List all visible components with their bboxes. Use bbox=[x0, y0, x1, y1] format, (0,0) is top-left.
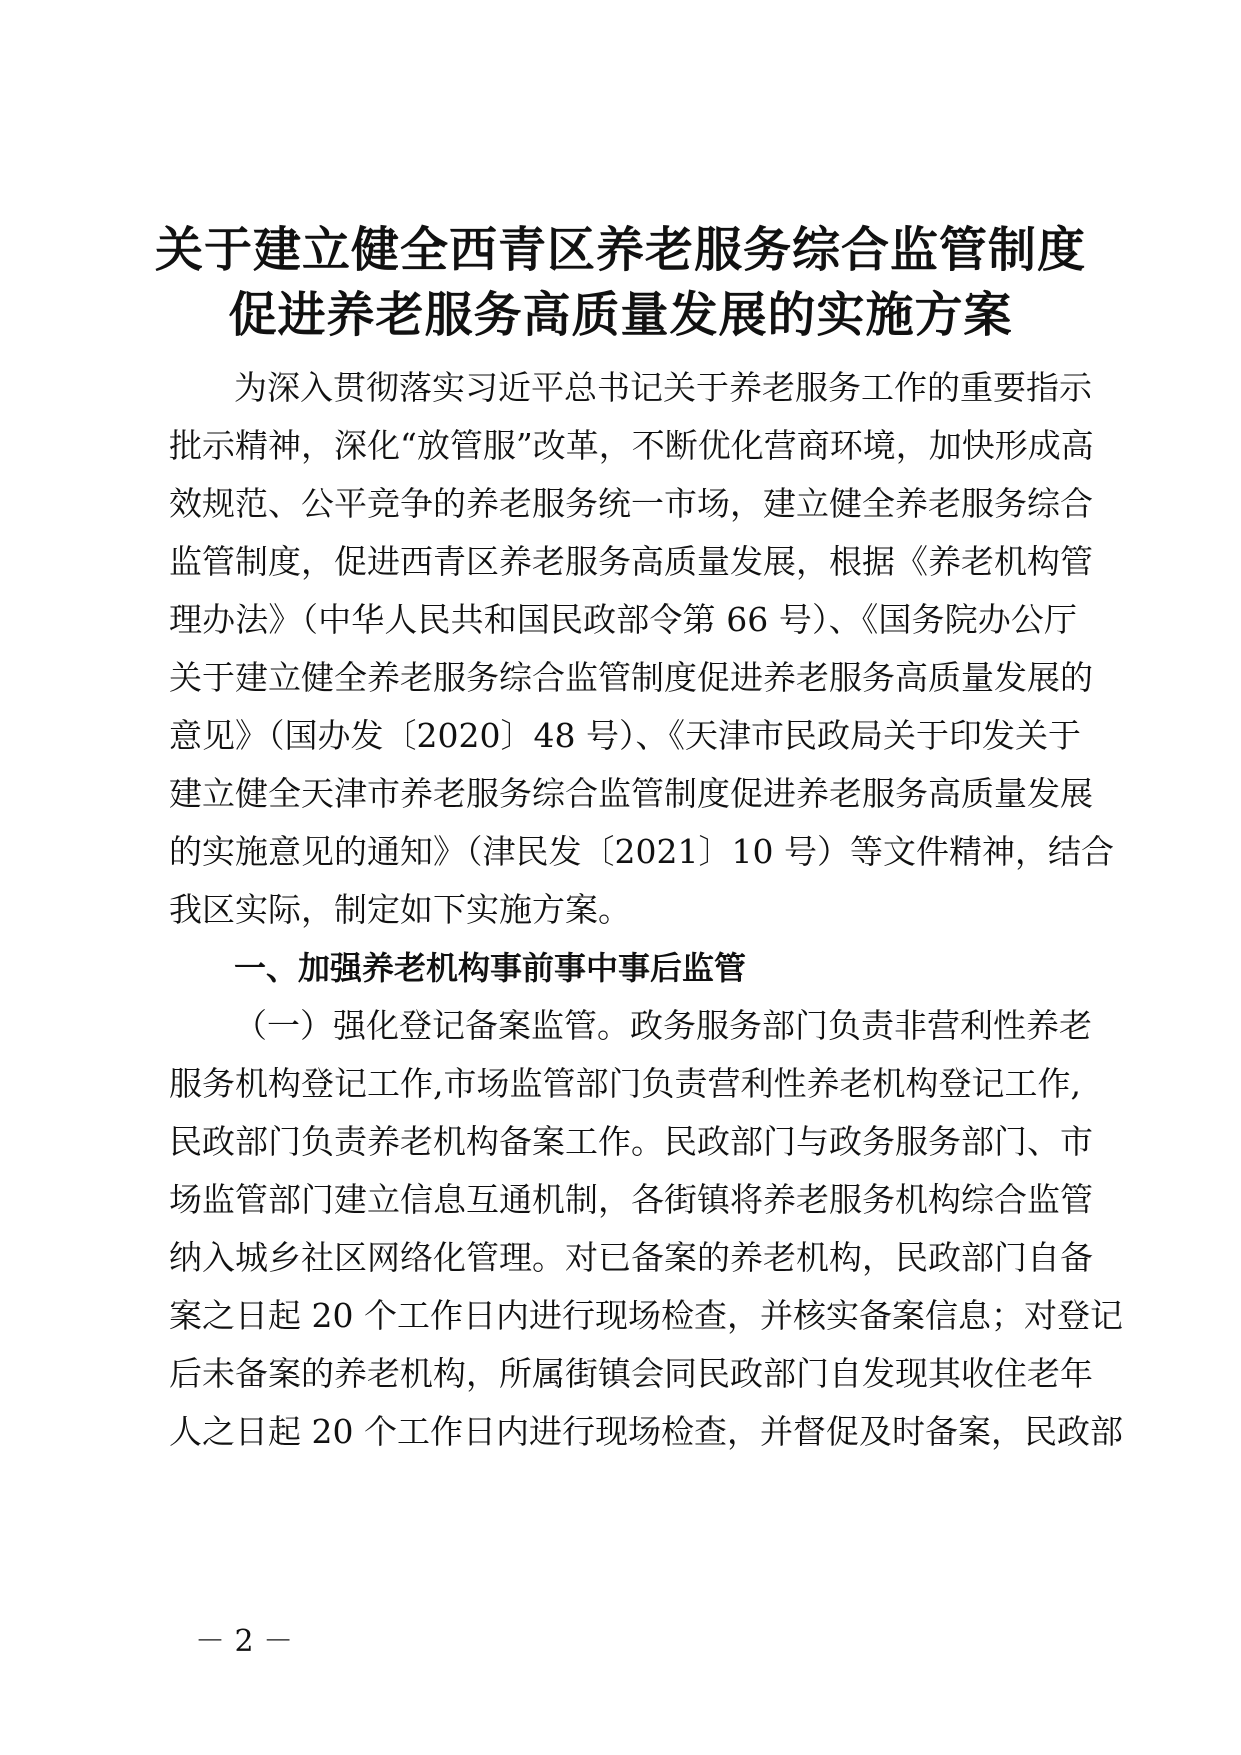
intro-paragraph-line: 理办法》（中华人民共和国民政部令第 66 号）、《国务院办公厅 bbox=[169, 600, 1077, 639]
subsection-paragraph-line: 场监管部门建立信息互通机制，各街镇将养老服务机构综合监管 bbox=[169, 1180, 1093, 1219]
intro-paragraph-line: 关于建立健全养老服务综合监管制度促进养老服务高质量发展的 bbox=[169, 658, 1093, 697]
document-title-line-2: 促进养老服务高质量发展的实施方案 bbox=[228, 287, 1013, 343]
page-number: － 2 － bbox=[195, 1624, 294, 1659]
intro-paragraph-line: 效规范、公平竞争的养老服务统一市场，建立健全养老服务综合 bbox=[169, 484, 1093, 523]
subsection-paragraph-line: （一）强化登记备案监管。政务服务部门负责非营利性养老 bbox=[234, 1006, 1092, 1045]
subsection-paragraph-line: 人之日起 20 个工作日内进行现场检查，并督促及时备案，民政部 bbox=[169, 1412, 1123, 1451]
subsection-paragraph-line: 服务机构登记工作,市场监管部门负责营利性养老机构登记工作, bbox=[169, 1064, 1081, 1103]
section-heading: 一、加强养老机构事前事中事后监管 bbox=[234, 949, 747, 987]
intro-paragraph-line: 建立健全天津市养老服务综合监管制度促进养老服务高质量发展 bbox=[169, 774, 1093, 813]
intro-paragraph-line: 的实施意见的通知》（津民发〔2021〕10 号）等文件精神，结合 bbox=[169, 832, 1114, 871]
document-title-line-1: 关于建立健全西青区养老服务综合监管制度 bbox=[154, 222, 1086, 278]
intro-paragraph-line: 我区实际，制定如下实施方案。 bbox=[169, 890, 631, 929]
subsection-paragraph-line: 案之日起 20 个工作日内进行现场检查，并核实备案信息；对登记 bbox=[169, 1296, 1123, 1335]
intro-paragraph-line: 意见》（国办发〔2020〕48 号）、《天津市民政局关于印发关于 bbox=[169, 716, 1081, 755]
intro-paragraph-line: 批示精神，深化“放管服”改革，不断优化营商环境，加快形成高 bbox=[169, 426, 1094, 465]
intro-paragraph-line: 监管制度，促进西青区养老服务高质量发展，根据《养老机构管 bbox=[169, 542, 1093, 581]
subsection-paragraph-line: 后未备案的养老机构，所属街镇会同民政部门自发现其收住老年 bbox=[169, 1354, 1093, 1393]
subsection-paragraph-line: 民政部门负责养老机构备案工作。民政部门与政务服务部门、市 bbox=[169, 1122, 1093, 1161]
intro-paragraph-line: 为深入贯彻落实习近平总书记关于养老服务工作的重要指示 bbox=[234, 368, 1092, 407]
subsection-paragraph-line: 纳入城乡社区网络化管理。对已备案的养老机构，民政部门自备 bbox=[169, 1238, 1093, 1277]
